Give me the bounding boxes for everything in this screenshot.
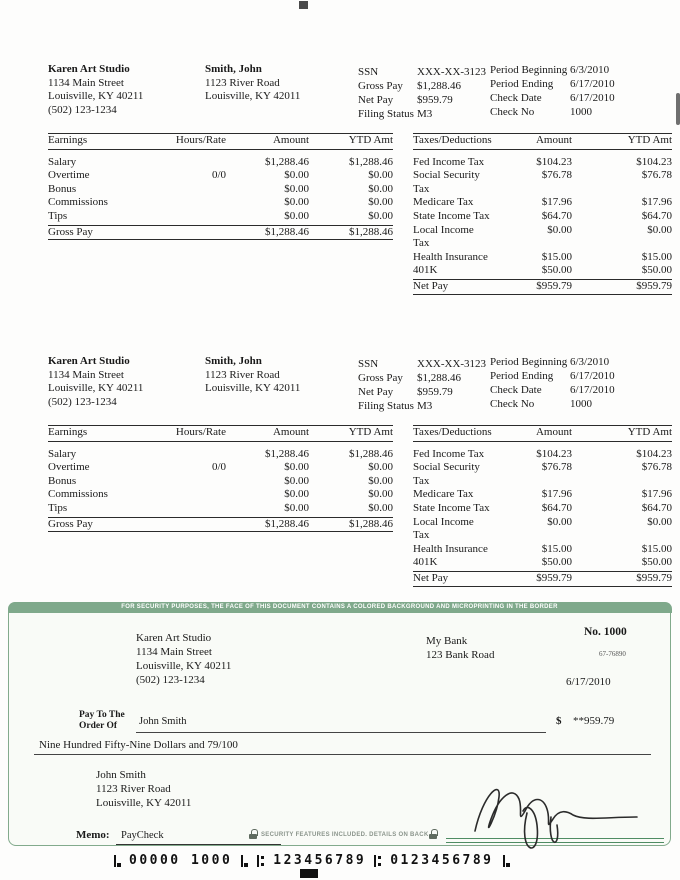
col-header-taxes-deductions: Taxes/Deductions <box>413 134 492 146</box>
employer-address-line1: 1134 Main Street <box>48 368 124 381</box>
period-row <box>490 91 615 105</box>
check-payer-block <box>136 631 231 687</box>
tax-row: State Income Tax $64.70 $64.70 <box>413 501 672 514</box>
tax-row: Medicare Tax $17.96 $17.96 <box>413 196 672 209</box>
micr-on-us-symbol <box>239 855 249 867</box>
tax-row: Fed Income Tax $104.23 $104.23 <box>413 447 672 460</box>
summary-label: Filing Status <box>358 108 414 120</box>
tax-row: Fed Income Tax $104.23 $104.23 <box>413 155 672 168</box>
summary-value: $1,288.46 <box>417 80 461 92</box>
earnings-row: Bonus $0.00 $0.00 <box>48 474 393 487</box>
employer-phone: (502) 123-1234 <box>48 103 117 116</box>
earnings-row: Bonus $0.00 $0.00 <box>48 182 393 195</box>
employer-address-line1: 1134 Main Street <box>48 76 124 89</box>
tax-row: 401K $50.00 $50.00 <box>413 264 672 277</box>
summary-label: Net Pay <box>358 94 394 106</box>
summary-row: Net Pay $959.79 <box>358 386 453 398</box>
col-header-amount: Amount <box>535 134 572 146</box>
period-label: Check Date <box>490 92 542 104</box>
taxes-deductions-table <box>413 425 672 587</box>
payee-name: John Smith <box>139 716 187 727</box>
signature <box>457 765 667 860</box>
micr-check-number: 00000 1000 <box>129 853 233 868</box>
summary-row: Gross Pay $1,288.46 <box>358 372 461 384</box>
employee-block <box>205 355 300 396</box>
tax-row: Social Security Tax $76.78 $76.78 <box>413 169 672 195</box>
earnings-row: Commissions $0.00 $0.00 <box>48 488 393 501</box>
payee-address-block <box>96 768 191 810</box>
micr-on-us-symbol <box>501 855 511 867</box>
summary-value: M3 <box>417 108 433 120</box>
col-header-amount: Amount <box>272 134 309 146</box>
earnings-total-row: Gross Pay $1,288.46 $1,288.46 <box>48 517 393 533</box>
col-header-hours-rate: Hours/Rate <box>175 134 226 146</box>
micr-routing-number: 123456789 <box>273 853 367 868</box>
summary-value: XXX-XX-3123 <box>417 66 487 78</box>
employee-address-line1: 1123 River Road <box>205 368 280 381</box>
period-label: Period Ending <box>490 78 554 90</box>
col-header-ytd-amt: YTD Amt <box>348 134 393 146</box>
micr-on-us-symbol <box>112 855 122 867</box>
period-row: Check No 1000 <box>490 398 592 410</box>
dollar-sign: $ <box>556 715 562 727</box>
employee-address-line2: Louisville, KY 42011 <box>205 382 301 394</box>
memo-value: PayCheck <box>121 830 164 841</box>
bank-name: My Bank <box>426 635 468 647</box>
micr-transit-symbol <box>256 855 266 867</box>
tax-row: Health Insurance $15.00 $15.00 <box>413 250 672 263</box>
period-label: Period Beginning <box>490 64 568 76</box>
memo-label: Memo: <box>76 829 110 841</box>
summary-label: SSN <box>358 66 379 78</box>
tax-row: 401K $50.00 $50.00 <box>413 556 672 569</box>
employer-address-line2: Louisville, KY 40211 <box>48 382 144 394</box>
employer-block <box>48 355 143 409</box>
amount-in-words: Nine Hundred Fifty-Nine Dollars and 79/100 <box>39 739 238 751</box>
net-pay-total-row: Net Pay $959.79 $959.79 <box>413 279 672 295</box>
summary-value: $959.79 <box>417 94 453 106</box>
check <box>8 602 671 846</box>
pay-to-the-order-of-label: Pay To The Order Of <box>79 710 125 731</box>
col-header-earnings: Earnings <box>48 134 88 146</box>
amount-words-line <box>34 754 651 755</box>
period-row: Check Date 6/17/2010 <box>490 384 615 396</box>
summary-label: Gross Pay <box>358 80 403 92</box>
bank-block <box>426 634 494 662</box>
earnings-row: Tips $0.00 $0.00 <box>48 209 393 222</box>
employee-name: Smith, John <box>205 63 262 75</box>
earnings-table <box>48 133 393 240</box>
taxes-table-header: Taxes/Deductions Amount YTD Amt <box>413 425 672 442</box>
pay-period-block <box>490 63 615 119</box>
payer-phone: (502) 123-1234 <box>136 674 205 686</box>
employee-address-line1: 1123 River Road <box>205 76 280 89</box>
check-date: 6/17/2010 <box>566 676 611 688</box>
summary-row <box>358 65 486 79</box>
scan-registration-mark-top <box>299 1 308 9</box>
summary-row <box>358 107 486 121</box>
employer-phone: (502) 123-1234 <box>48 395 117 408</box>
employer-block <box>48 63 143 117</box>
employer-address-line2: Louisville, KY 40211 <box>48 90 144 102</box>
payer-address-line1: 1134 Main Street <box>136 646 212 658</box>
summary-row: SSN XXX-XX-3123 <box>358 358 487 370</box>
earnings-table-header <box>48 133 393 150</box>
earnings-row: Commissions $0.00 $0.00 <box>48 196 393 209</box>
bank-address: 123 Bank Road <box>426 649 495 661</box>
employee-address-line2: Louisville, KY 42011 <box>205 90 301 102</box>
tax-row: Health Insurance $15.00 $15.00 <box>413 542 672 555</box>
lock-icon <box>429 829 437 839</box>
pay-summary-block <box>358 357 486 413</box>
amount-numeric: **959.79 <box>573 715 615 727</box>
tax-row: Medicare Tax $17.96 $17.96 <box>413 488 672 501</box>
net-pay-total-row: Net Pay $959.79 $959.79 <box>413 571 672 587</box>
period-row: Period Ending 6/17/2010 <box>490 370 615 382</box>
micr-line <box>112 853 511 868</box>
payee-address-name: John Smith <box>96 769 146 781</box>
tax-row: Local Income Tax $0.00 $0.00 <box>413 515 672 542</box>
tax-row: Local Income Tax $0.00 $0.00 <box>413 223 672 250</box>
micr-account-number: 0123456789 <box>390 853 494 868</box>
lock-icon <box>249 829 257 839</box>
security-banner: FOR SECURITY PURPOSES, THE FACE OF THIS DOCUMENT CONTAINS A COLORED BACKGROUND AND MICROPRINTING IN THE BORDER <box>8 602 672 613</box>
check-number: No. 1000 <box>584 626 627 638</box>
pay-stub-copy-2 <box>0 350 680 640</box>
period-label: Check No <box>490 106 535 118</box>
period-row <box>490 77 615 91</box>
earnings-row: Salary $1,288.46 $1,288.46 <box>48 155 393 168</box>
summary-row <box>358 79 486 93</box>
earnings-total-row: Gross Pay $1,288.46 $1,288.46 <box>48 225 393 241</box>
security-features-note: SECURITY FEATURES INCLUDED. DETAILS ON BACK <box>261 832 429 838</box>
taxes-deductions-table <box>413 133 672 295</box>
payee-address-line2: Louisville, KY 42011 <box>96 797 192 809</box>
period-row <box>490 63 615 77</box>
payee-line <box>136 732 546 733</box>
earnings-row: Tips $0.00 $0.00 <box>48 501 393 514</box>
employee-block <box>205 63 300 104</box>
summary-row <box>358 93 486 107</box>
payer-name: Karen Art Studio <box>136 632 212 644</box>
period-value: 6/3/2010 <box>570 64 610 76</box>
pay-summary-block <box>358 65 486 121</box>
memo-line <box>116 844 281 845</box>
period-value: 1000 <box>570 106 592 118</box>
tax-row: Social Security Tax $76.78 $76.78 <box>413 461 672 487</box>
employee-name: Smith, John <box>205 355 262 367</box>
period-value: 6/17/2010 <box>570 78 615 90</box>
employer-name: Karen Art Studio <box>48 63 130 75</box>
period-value: 6/17/2010 <box>570 92 615 104</box>
scan-registration-mark-bottom <box>300 869 318 878</box>
payer-address-line2: Louisville, KY 40211 <box>136 660 232 672</box>
col-header-ytd-amt: YTD Amt <box>627 134 672 146</box>
employer-name: Karen Art Studio <box>48 355 130 367</box>
period-row: Period Beginning 6/3/2010 <box>490 356 610 368</box>
taxes-table-header <box>413 133 672 150</box>
micr-transit-symbol <box>373 855 383 867</box>
earnings-table-header: Earnings Hours/Rate Amount YTD Amt <box>48 425 393 442</box>
summary-row: Filing Status M3 <box>358 400 433 412</box>
pay-period-block <box>490 355 615 411</box>
earnings-row: Overtime 0/0 $0.00 $0.00 <box>48 169 393 182</box>
earnings-row: Overtime 0/0 $0.00 $0.00 <box>48 461 393 474</box>
payee-address-line1: 1123 River Road <box>96 783 171 795</box>
bank-fraction-number: 67-76890 <box>599 650 626 658</box>
pay-stub-copy-1 <box>0 58 680 348</box>
earnings-table <box>48 425 393 532</box>
earnings-row: Salary $1,288.46 $1,288.46 <box>48 447 393 460</box>
period-row <box>490 105 615 119</box>
tax-row: State Income Tax $64.70 $64.70 <box>413 209 672 222</box>
